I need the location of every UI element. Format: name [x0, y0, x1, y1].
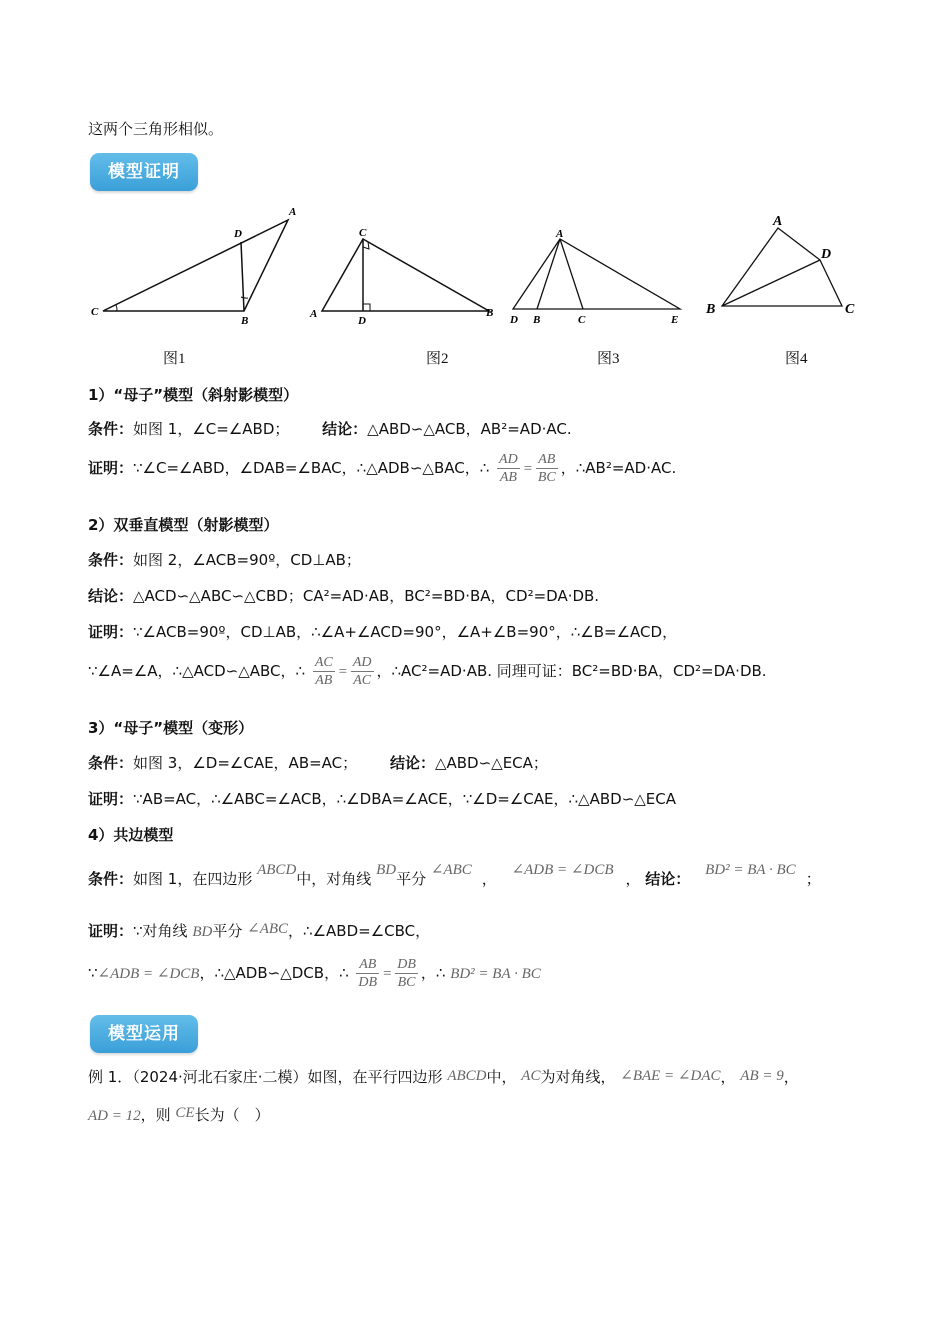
section-4-condition: 条件：如图 1，在四边形 ABCD中，对角线 BD平分 ∠ABC ， ∠ADB = ∠DCB ， 结论： BD² = BA · BC ； [88, 862, 821, 888]
figure-1 [88, 205, 303, 330]
diagonal-bd [722, 260, 820, 306]
segment-bd [241, 242, 244, 311]
section-4-title: 4）共边模型 [88, 826, 174, 844]
point-d-label: D [234, 228, 242, 240]
angle-b-mark [241, 297, 248, 298]
example-1-line-2: AD = 12，则 CE长为（ ） [88, 1105, 270, 1124]
section-1-condition: 条件：如图 1，∠C=∠ABD； 结论：△ABD∽△ACB，AB²=AD·AC. [88, 420, 572, 438]
section-4-proof-2: ∵∠ADB = ∠DCB，∴△ADB∽△DCB，∴ $\frac{AB}{DB}$ = $\frac{DB}{BC}$ ，∴ BD² = BA · BC [88, 957, 541, 990]
section-3-condition: 条件：如图 3，∠D=∠CAE，AB=AC； 结论：△ABD∽△ECA； [88, 754, 548, 772]
fraction-ad-ac: $\frac{AD}{AC}$ [352, 655, 372, 688]
section-badge-proof: 模型证明 [90, 153, 198, 191]
section-3-proof: 证明：∵AB=AC，∴∠ABC=∠ACB，∴∠DBA=∠ACE，∵∠D=∠CAE，∴△ABD∽△ECA [88, 790, 677, 808]
point-a-label: A [289, 206, 297, 218]
segment-ab [537, 239, 560, 309]
triangle-acb [322, 239, 489, 311]
triangle-acb [103, 220, 288, 311]
point-d-label: D [510, 314, 518, 326]
figure-4-caption: 图4 [785, 351, 808, 367]
point-a-label: A [310, 308, 318, 320]
point-a-label: A [556, 228, 564, 240]
point-a-label: A [773, 214, 783, 229]
point-b-label: B [486, 307, 494, 319]
point-b-label: B [706, 302, 716, 317]
section-2-condition: 条件：如图 2，∠ACB=90º，CD⊥AB； [88, 551, 361, 569]
point-b-label: B [533, 314, 541, 326]
figure-1-caption: 图1 [163, 351, 186, 367]
point-e-label: E [671, 314, 679, 326]
fraction-ab-db: $\frac{AB}{DB}$ [358, 957, 378, 990]
section-badge-apply: 模型运用 [90, 1015, 198, 1053]
point-c-label: C [91, 306, 99, 318]
fraction-ad-ab: $\frac{AD}{AB}$ [499, 452, 518, 485]
right-angle-c-mark [363, 242, 369, 249]
quadrilateral-abcd [722, 228, 842, 306]
triangle-dae [513, 239, 680, 309]
point-c-label: C [845, 302, 855, 317]
section-2-conclusion: 结论：△ACD∽△ABC∽△CBD；CA²=AD·AB，BC²=BD·BA，CD²=DA·DB. [88, 587, 600, 605]
fraction-ab-bc: $\frac{AB}{BC}$ [537, 452, 556, 485]
point-d-label: D [821, 247, 832, 262]
section-4-proof-1: 证明：∵对角线 BD平分 ∠ABC，∴∠ABD=∠CBC， [88, 921, 431, 940]
figure-4 [702, 210, 867, 325]
figure-3-caption: 图3 [597, 351, 620, 367]
section-3-title: 3）“母子”模型（变形） [88, 719, 254, 737]
right-angle-d-mark [363, 304, 370, 311]
section-1-title: 1）“母子”模型（斜射影模型） [88, 386, 299, 404]
figure-2-caption: 图2 [426, 351, 449, 367]
section-2-proof-1: 证明：∵∠ACB=90º，CD⊥AB，∴∠A+∠ACD=90°，∠A+∠B=90°，∴∠B=∠ACD， [88, 623, 678, 641]
section-1-proof: 证明：∵∠C=∠ABD，∠DAB=∠BAC，∴△ADB∽△BAC，∴ $\frac{AD}{AB}$ = $\frac{AB}{BC}$ ，∴AB²=AD·AC. [88, 452, 677, 485]
point-d-label: D [358, 315, 366, 327]
point-c-label: C [578, 314, 586, 326]
section-2-proof-2: ∵∠A=∠A，∴△ACD∽△ABC，∴ $\frac{AC}{AB}$ = $\frac{AD}{AC}$ ，∴AC²=AD·AB. 同理可证：BC²=BD·BA，CD²=DA·DB. [88, 655, 767, 688]
fraction-ac-ab: $\frac{AC}{AB}$ [314, 655, 333, 688]
fraction-db-bc: $\frac{DB}{BC}$ [397, 957, 416, 990]
point-c-label: C [359, 227, 367, 239]
example-1-line-1: 例 1．（2024·河北石家庄·二模）如图，在平行四边形 ABCD中， AC为对角线， ∠BAE = ∠DAC， AB = 9， [88, 1068, 799, 1086]
intro-line: 这两个三角形相似。 [88, 120, 224, 138]
figure-2 [308, 225, 498, 330]
segment-ac [560, 239, 583, 309]
angle-c-mark [116, 305, 117, 311]
point-b-label: B [241, 315, 249, 327]
section-2-title: 2）双垂直模型（射影模型） [88, 516, 279, 534]
figure-3 [505, 225, 690, 330]
